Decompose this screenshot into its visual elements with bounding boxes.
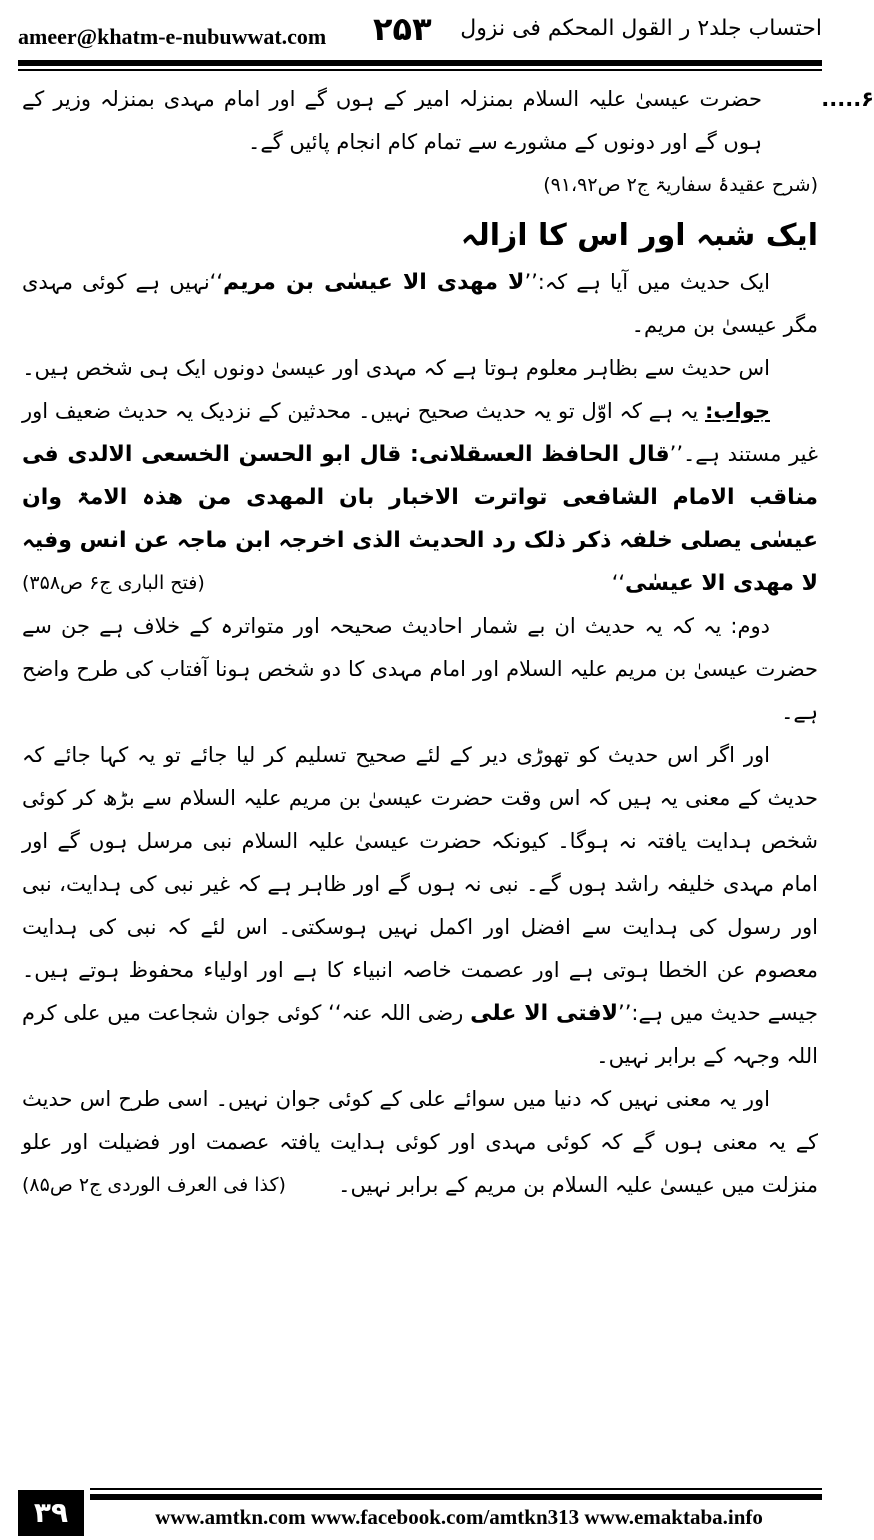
- paragraph-hadith: [22, 261, 818, 347]
- item-6-text: حضرت عیسیٰ علیہ السلام بمنزلہ امیر کے ہوں گے اور امام مہدی بمنزلہ وزیر کے ہوں گے اور دونوں کے مشورے سے تمام کام انجام پائیں گے۔: [22, 87, 762, 154]
- paragraph-second: دوم: یہ کہ یہ حدیث ان بے شمار احادیث صحیحہ اور متواترہ کے خلاف ہے جن سے حضرت عیسیٰ بن مریم علیہ السلام اور امام مہدی کا دو شخص ہونا آفتاب کی طرح واضح ہے۔: [22, 614, 818, 724]
- paragraph-conclusion: [22, 1078, 818, 1207]
- answer-quote-close: ‘‘: [611, 571, 626, 595]
- header-page-number: ۲۵۳: [373, 10, 432, 48]
- p5-text: اور اگر اس حدیث کو تھوڑی دیر کے لئے صحیح تسلیم کر لیا جائے تو یہ کہا جائے کہ حدیث کے معنی یہ ہیں کہ اس وقت حضرت عیسیٰ بن مریم علیہ السلام سے بڑھ کر کوئی شخص ہدایت یافتہ نہ ہوگا۔ کیونکہ حضرت عیسیٰ علیہ السلام نبی مرسل ہوں گے اور امام مہدی خلیفہ راشد ہوں گے۔ نبی نہ ہوں گے اور ظاہر ہے کہ غیر نبی کی ہدایت، نبی اور رسول کی ہدایت سے افضل اور اکمل نہیں ہوسکتی۔ اس لئے کہ نبی کی ہدایت معصوم عن الخطا ہوتی ہے اور عصمت خاصہ انبیاء کا ہے اور اولیاء محفوظ ہوتے ہیں۔ جیسے حدیث میں ہے:’’: [22, 743, 818, 1025]
- header-book-title: احتساب جلد۲ ر القول المحکم فی نزول: [460, 16, 822, 41]
- p1-arabic-quote: لا مھدی الا عیسٰی بن مریم: [223, 270, 525, 295]
- item-6-reference: (شرح عقیدۂ سفاریۃ ج۲ ص۹۱،۹۲): [543, 174, 818, 196]
- footer-page-box: ۳۹: [18, 1490, 84, 1536]
- paragraph-answer: [22, 390, 818, 605]
- page-body: [22, 78, 874, 1473]
- footer-rule-thin: [90, 1488, 822, 1490]
- p6-text: اور یہ معنی نہیں کہ دنیا میں سوائے علی کے کوئی جوان نہیں۔ اسی طرح اس حدیث کے یہ معنی ہوں گے کہ کوئی مہدی اور کوئی ہدایت یافتہ عصمت اور فضیلت اور علو منزلت میں عیسیٰ علیہ السلام بن مریم کے برابر نہیں۔: [22, 1087, 818, 1197]
- item-number: ۶.....: [821, 87, 874, 111]
- numbered-item-6: [22, 78, 874, 164]
- paragraph-interpretation: [22, 734, 818, 1078]
- header-rule-thin: [18, 69, 822, 71]
- conclusion-reference: (کذا فی العرف الوردی ج۲ ص۸۵): [22, 1174, 286, 1196]
- p1-translation: ‘‘نہیں ہے کوئی مہدی مگر عیسیٰ بن مریم۔: [22, 270, 818, 337]
- footer-rule-thick: [90, 1494, 822, 1500]
- answer-arabic-quote: قال الحافظ العسقلانی: قال ابو الحسن الخسعی الالدی فی مناقب الامام الشافعی تواترت الاخبار بان المھدی من ھذہ الامۃ وان عیسٰی یصلی خلفہ ذکر ذلک رد الحدیث الذی اخرجہ ابن ماجہ عن انس وفیہ لا مھدی الا عیسٰی: [22, 442, 818, 596]
- header-email: ameer@khatm-e-nubuwwat.com: [18, 24, 327, 49]
- header-rule-thick: [18, 60, 822, 66]
- p5-translation: رضی اللہ عنہ‘‘ کوئی جوان شجاعت میں علی کرم اللہ وجہہ کے برابر نہیں۔: [22, 1001, 818, 1068]
- footer-links: www.amtkn.com www.facebook.com/amtkn313 www.emaktaba.info: [155, 1505, 763, 1529]
- page-header: [18, 10, 822, 60]
- section-heading: ایک شبہ اور اس کا ازالہ: [460, 218, 818, 253]
- p1-lead: ایک حدیث میں آیا ہے کہ:’’: [524, 270, 770, 294]
- p5-arabic-quote: لافتی الا علی: [470, 1001, 619, 1026]
- answer-text: یہ ہے کہ اوّل تو یہ حدیث صحیح نہیں۔ محدثین کے نزدیک یہ حدیث ضعیف اور غیر مستند ہے۔’’: [22, 399, 819, 466]
- paragraph-doubt: اس حدیث سے بظاہر معلوم ہوتا ہے کہ مہدی اور عیسیٰ دونوں ایک ہی شخص ہیں۔: [22, 356, 770, 380]
- answer-label: جواب:: [705, 399, 770, 423]
- answer-reference: (فتح الباری ج۶ ص۳۵۸): [22, 572, 205, 594]
